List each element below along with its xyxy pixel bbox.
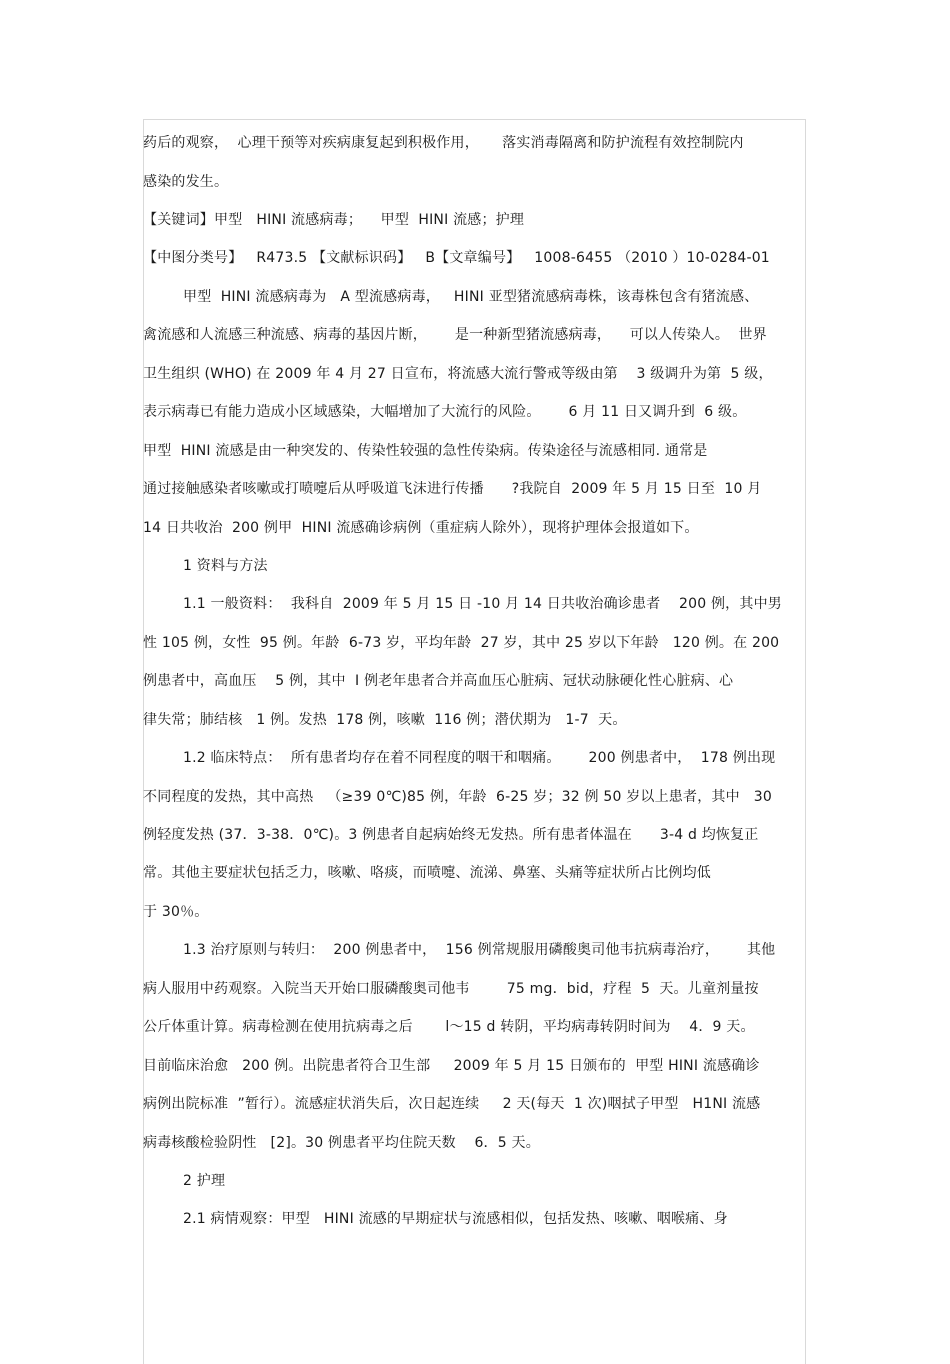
text-line: 目前临床治愈 200 例。出院患者符合卫生部 2009 年 5 月 15 日颁布的 甲型 HINI 流感确诊 [143, 1058, 760, 1074]
text-line: 1.1 一般资料： 我科自 2009 年 5 月 15 日 -10 月 14 日共收治确诊患者 200 例，其中男 [183, 596, 782, 612]
text-line: 1.3 治疗原则与转归： 200 例患者中， 156 例常规服用磷酸奥司他韦抗病毒治疗， 其他 [183, 942, 776, 958]
text-line: 于 30％。 [143, 904, 209, 920]
text-line: 14 日共收治 200 例甲 HINI 流感确诊病例（重症病人除外），现将护理体会报道如下。 [143, 520, 699, 536]
text-line: 禽流感和人流感三种流感、病毒的基因片断， 是一种新型猪流感病毒， 可以人传染人。 世界 [143, 327, 767, 343]
text-line: 不同程度的发热，其中高热 （≥39 0℃)85 例，年龄 6-25 岁；32 例 50 岁以上患者，其中 30 [143, 789, 772, 805]
text-line: 2.1 病情观察：甲型 HINI 流感的早期症状与流感相似，包括发热、咳嗽、咽喉痛、身 [183, 1211, 728, 1227]
text-line: 药后的观察， 心理干预等对疾病康复起到积极作用， 落实消毒隔离和防护流程有效控制院内 [143, 135, 744, 151]
text-line: 甲型 HINI 流感病毒为 A 型流感病毒， HINI 亚型猪流感病毒株，该毒株包含有猪流感、 [183, 289, 759, 305]
text-line: 感染的发生。 [143, 174, 229, 190]
section-heading: 1 资料与方法 [183, 558, 268, 574]
text-line: 病人服用中药观察。入院当天开始口服磷酸奥司他韦 75 mg．bid，疗程 5 天。儿童剂量按 [143, 981, 759, 997]
classification-line: 【中图分类号】 R473.5 【文献标识码】 B【文章编号】 1008-6455 （2010 ）10-0284-01 [143, 250, 770, 266]
text-line: 卫生组织 (WHO) 在 2009 年 4 月 27 日宣布，将流感大流行警戒等级由第 3 级调升为第 5 级， [143, 366, 773, 382]
text-line: 性 105 例，女性 95 例。年龄 6-73 岁，平均年龄 27 岁，其中 25 岁以下年龄 120 例。在 200 [143, 635, 780, 651]
text-line: 例患者中，高血压 5 例，其中 I 例老年患者合并高血压心脏病、冠状动脉硬化性心脏病、心 [143, 673, 734, 689]
section-heading: 2 护理 [183, 1173, 226, 1189]
text-line: 表示病毒已有能力造成小区域感染，大幅增加了大流行的风险。 6 月 11 日又调升到 6 级。 [143, 404, 747, 420]
text-line: 1.2 临床特点： 所有患者均存在着不同程度的咽干和咽痛。 200 例患者中， 178 例出现 [183, 750, 776, 766]
text-line: 常。其他主要症状包括乏力，咳嗽、咯痰，而喷嚏、流涕、鼻塞、头痛等症状所占比例均低 [143, 865, 711, 881]
text-line: 通过接触感染者咳嗽或打喷嚏后从呼吸道飞沫进行传播 ?我院自 2009 年 5 月 15 日至 10 月 [143, 481, 762, 497]
text-line: 病例出院标准 ”暂行）。流感症状消失后，次日起连续 2 天(每天 1 次)咽拭子甲型 H1NI 流感 [143, 1096, 761, 1112]
text-line: 病毒核酸检验阴性 [2]。30 例患者平均住院天数 6．5 天。 [143, 1135, 540, 1151]
keywords-line: 【关键词】甲型 HINI 流感病毒； 甲型 HINI 流感；护理 [143, 212, 525, 228]
text-line: 例轻度发热 (37．3-38．0℃)。3 例患者自起病始终无发热。所有患者体温在 3-4 d 均恢复正 [143, 827, 759, 843]
text-line: 公斤体重计算。病毒检测在使用抗病毒之后 l～15 d 转阴，平均病毒转阴时间为 4．9 天。 [143, 1019, 755, 1035]
text-line: 甲型 HINI 流感是由一种突发的、传染性较强的急性传染病。传染途径与流感相同. 通常是 [143, 443, 708, 459]
text-line: 律失常；肺结核 1 例。发热 178 例，咳嗽 116 例；潜伏期为 1-7 天。 [143, 712, 627, 728]
